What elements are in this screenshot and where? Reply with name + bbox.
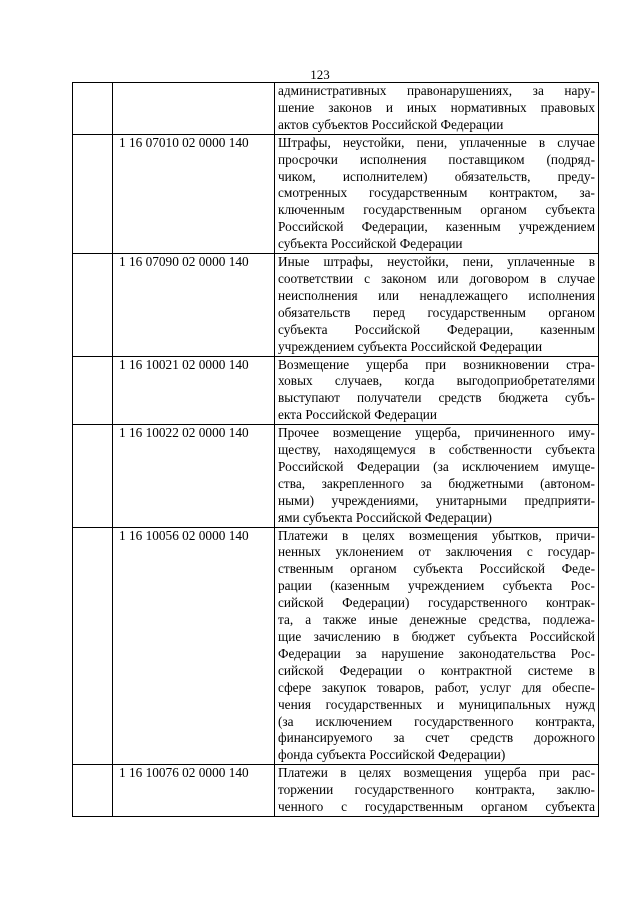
table-row [73, 356, 599, 425]
classification-code-cell: 1 16 10021 02 0000 140 [113, 356, 275, 425]
description-line: просрочки исполнения поставщиком (подряд- [278, 151, 595, 167]
table-row [73, 254, 599, 356]
description-line: Прочее возмещение ущерба, причиненного иму- [278, 425, 595, 441]
description-line: Российской Федерации (за исключением имуще- [278, 458, 595, 474]
description-line: торжении государственного контракта, заклю- [278, 782, 595, 798]
description-line: ществу, находящемуся в собственности субъекта [278, 442, 595, 458]
description-line: соответствии с законом или договором в случае [278, 270, 595, 286]
row-number-cell [73, 254, 113, 356]
description-line: сфере закупок товаров, работ, услуг для обеспе- [278, 679, 595, 695]
description-line: ченного с государственным органом субъекта [278, 799, 595, 815]
description-line: та, а также иные денежные средства, подлежа- [278, 612, 595, 628]
income-description-cell [275, 134, 599, 253]
row-number-cell [73, 356, 113, 425]
table-row [73, 134, 599, 253]
row-number-cell [73, 425, 113, 527]
description-line: ственным органом субъекта Российской Феде- [278, 561, 595, 577]
description-line: Платежи в целях возмещения убытков, причи- [278, 527, 595, 543]
description-line: ключенным государственным органом субъекта [278, 202, 595, 218]
classification-code-cell: 1 16 10076 02 0000 140 [113, 765, 275, 817]
description-line: ными) учреждениями, унитарными предприяти- [278, 492, 595, 508]
table-row [73, 527, 599, 765]
description-line: чиком, исполнителем) обязательств, преду- [278, 168, 595, 184]
description-line: выступают получатели средств бюджета субъ- [278, 390, 595, 406]
description-line: чения государственных и муниципальных нужд [278, 696, 595, 712]
description-line: неисполнения или ненадлежащего исполнения [278, 287, 595, 303]
description-line: ства, закрепленного за бюджетными (автоном- [278, 475, 595, 491]
classification-code-cell [113, 83, 275, 135]
description-line: субъекта Российской Федерации, казенным [278, 321, 595, 337]
description-line: ями субъекта Российской Федерации) [278, 509, 492, 525]
table-row [73, 765, 599, 817]
description-line: актов субъектов Российской Федерации [278, 116, 504, 132]
income-description-cell [275, 527, 599, 765]
description-line: обязательств перед государственным органом [278, 304, 595, 320]
description-line: (за исключением государственного контракта, [278, 713, 595, 729]
description-line: административных правонарушениях, за нару- [278, 83, 595, 98]
income-description-cell [275, 254, 599, 356]
description-line: финансируемого за счет средств дорожного [278, 730, 595, 746]
table-row [73, 425, 599, 527]
row-number-cell [73, 765, 113, 817]
description-line: фонда субъекта Российской Федерации) [278, 747, 506, 763]
income-description-cell [275, 425, 599, 527]
description-line: сийской Федерации о контрактной системе в [278, 662, 595, 678]
row-number-cell [73, 527, 113, 765]
description-line: рации (казенным учреждением субъекта Рос- [278, 578, 595, 594]
table-body [73, 83, 599, 817]
classification-code-cell: 1 16 07010 02 0000 140 [113, 134, 275, 253]
description-line: Платежи в целях возмещения ущерба при рас- [278, 765, 595, 781]
table-row [73, 83, 599, 135]
row-number-cell [73, 83, 113, 135]
description-line: шение законов и иных нормативных правовых [278, 99, 595, 115]
row-number-cell [73, 134, 113, 253]
classification-code-cell: 1 16 10022 02 0000 140 [113, 425, 275, 527]
page-number: 123 [310, 67, 330, 82]
description-line: екта Российской Федерации [278, 407, 438, 423]
description-line: ненных уклонением от заключения с государ- [278, 544, 595, 560]
income-description-cell [275, 83, 599, 135]
budget-classification-table [72, 82, 599, 817]
description-line: Иные штрафы, неустойки, пени, уплаченные в [278, 254, 595, 270]
description-line: Федерации за нарушение законодательства Рос- [278, 645, 595, 661]
description-line: субъекта Российской Федерации [278, 236, 463, 252]
description-line: сийской Федерации) государственного контрак- [278, 595, 595, 611]
description-line: ховых случаев, когда выгодоприобретателями [278, 373, 595, 389]
classification-code-cell: 1 16 07090 02 0000 140 [113, 254, 275, 356]
description-line: Возмещение ущерба при возникновении стра- [278, 356, 595, 372]
classification-code-cell: 1 16 10056 02 0000 140 [113, 527, 275, 765]
description-line: учреждением субъекта Российской Федерации [278, 338, 543, 354]
income-description-cell [275, 356, 599, 425]
income-description-cell [275, 765, 599, 817]
description-line: смотренных государственным контрактом, за- [278, 185, 595, 201]
description-line: щие зачислению в бюджет субъекта Российской [278, 629, 595, 644]
description-line: Штрафы, неустойки, пени, уплаченные в случае [278, 134, 595, 150]
description-line: Российской Федерации, казенным учреждением [278, 219, 595, 235]
